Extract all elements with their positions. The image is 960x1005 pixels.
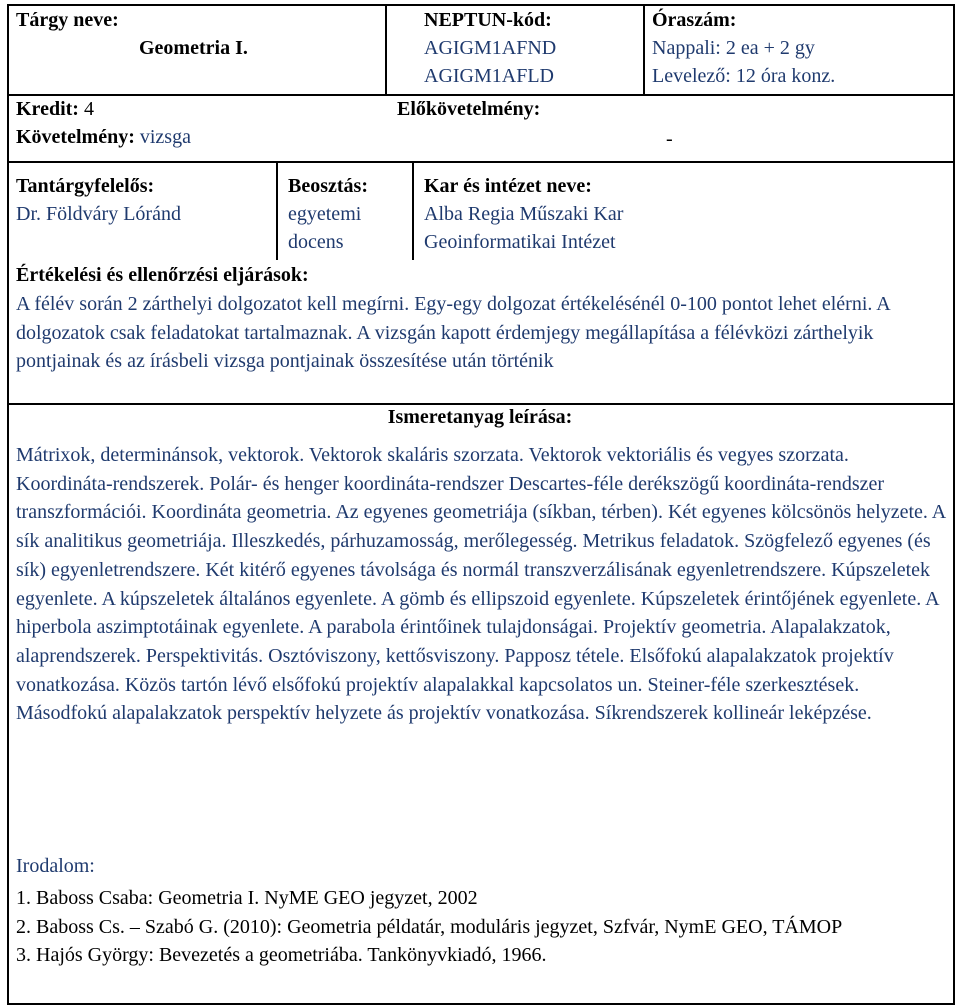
neptun-code-2: AGIGM1AFLD — [424, 65, 554, 87]
row-divider — [7, 94, 953, 96]
position-value-1: egyetemi — [288, 203, 362, 225]
neptun-label: NEPTUN-kód: — [424, 9, 552, 31]
literature-item: 3. Hajós György: Bevezetés a geometriába. Tankönyvkiadó, 1966. — [16, 944, 547, 967]
evaluation-text: A félév során 2 zárthelyi dolgozatot kell megírni. Egy-egy dolgozat értékelésénél 0-100 pontot lehet elérni. A dolgozatok csak feladatokat tartalmaznak. A vizsgán kapott érdemjegy megállapítása a félévközi zárthelyik pontjainak és az írásbeli vizsga pontjainak összesítése után történik — [16, 293, 890, 373]
syllabus-heading: Ismeretanyag leírása: — [387, 406, 573, 428]
credit-value: 4 — [83, 98, 94, 120]
requirement-value: vizsga — [139, 126, 191, 148]
credit-line — [16, 98, 94, 120]
requirement-line — [16, 126, 191, 148]
evaluation-heading: Értékelési és ellenőrzési eljárások: — [16, 264, 309, 286]
row-divider — [7, 403, 953, 405]
subject-name-value: Geometria I. — [139, 37, 248, 59]
row-divider — [7, 161, 953, 163]
hours-label: Óraszám: — [652, 9, 737, 31]
responsible-label: Tantárgyfelelős: — [16, 175, 155, 197]
responsible-value: Dr. Földváry Lóránd — [16, 203, 181, 225]
position-value-2: docens — [288, 231, 344, 253]
prerequisite-label: Előkövetelmény: — [397, 98, 541, 120]
neptun-code-1: AGIGM1AFND — [424, 37, 557, 59]
position-label: Beosztás: — [288, 175, 368, 197]
institute-value-2: Geoinformatikai Intézet — [424, 231, 616, 253]
hours-correspondence: Levelező: 12 óra konz. — [652, 65, 836, 87]
subject-name-label: Tárgy neve: — [16, 9, 119, 31]
hours-day: Nappali: 2 ea + 2 gy — [652, 37, 815, 59]
column-divider — [643, 4, 645, 94]
literature-item: 2. Baboss Cs. – Szabó G. (2010): Geometria példatár, moduláris jegyzet, Szfvár, NymE GEO, TÁMOP — [16, 915, 843, 938]
literature-item: 1. Baboss Csaba: Geometria I. NyME GEO jegyzet, 2002 — [16, 887, 478, 909]
literature-heading: Irodalom: — [16, 855, 95, 877]
column-divider — [412, 161, 414, 260]
institute-value-1: Alba Regia Műszaki Kar — [424, 203, 624, 225]
prerequisite-value: - — [666, 128, 673, 150]
column-divider — [276, 161, 278, 260]
institute-label: Kar és intézet neve: — [424, 175, 592, 197]
requirement-label: Követelmény: — [16, 126, 135, 148]
credit-label: Kredit: — [16, 98, 79, 120]
literature-list — [16, 884, 946, 970]
syllabus-text: Mátrixok, determinánsok, vektorok. Vektorok skaláris szorzata. Vektorok vektoriális és vegyes szorzata. Koordináta-rendszerek. Polár- és henger koordináta-rendszer Descartes-féle derékszögű koordináta-rendszer transzformációi. Koordináta geometria. Az egyenes geometriája (síkban, térben). Két egyenes kölcsönös helyzete. A sík analitikus geometriája. Illeszkedés, párhuzamosság, merőlegesség. Metrikus feladatok. Szögfelező egyenes (és sík) egyenletrendszere. Két kitérő egyenes távolsága és normál transzverzálisának egyenletrendszere. Kúpszeletek egyenlete. A kúpszeletek általános egyenlete. A gömb és ellipszoid egyenlete. Kúpszeletek érintőjének egyenlete. A hiperbola aszimptotáinak egyenlete. A parabola érintőinek tulajdonságai. Projektív geometria. Alapalakzatok, alaprendszerek. Perspektivitás. Osztóviszony, kettősviszony. Papposz tétele. Elsőfokú alapalakzatok projektív vonatkozása. Közös tartón lévő elsőfokú projektív alapalakkal kapcsolatos un. Steiner-féle szerkesztések. Másodfokú alapalakzatok perspektív helyzete ás projektív vonatkozása. Síkrendszerek kollineár leképzése. — [16, 444, 946, 725]
column-divider — [385, 4, 387, 94]
